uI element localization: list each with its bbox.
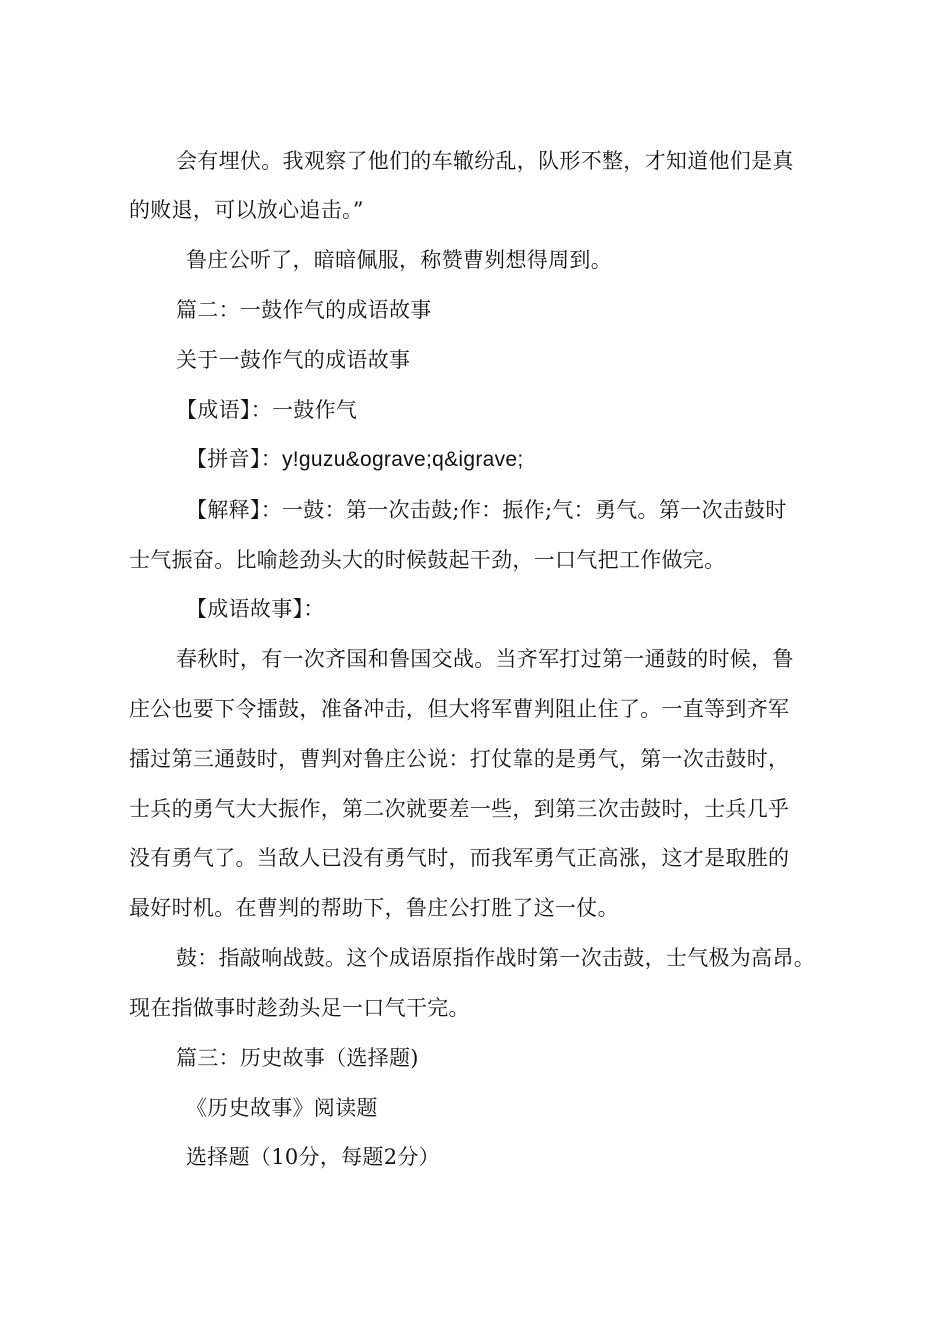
section-heading-2: 篇二：一鼓作气的成语故事	[176, 298, 432, 322]
story-line-6: 最好时机。在曹判的帮助下，鲁庄公打胜了这一仗。	[129, 896, 619, 920]
idiom-label: 【成语】：一鼓作气	[176, 398, 358, 422]
story-line-2: 庄公也要下令擂鼓，准备冲击，但大将军曹判阻止住了。一直等到齐军	[129, 697, 790, 721]
pinyin-label: 【拼音】：y!guzu&ograve;q&igrave;	[186, 448, 524, 471]
paragraph-line-1: 会有埋伏。我观察了他们的车辙纷乱，队形不整，才知道他们是真	[176, 149, 794, 173]
story-line-1: 春秋时，有一次齐国和鲁国交战。当齐军打过第一通鼓的时候，鲁	[176, 647, 794, 671]
section-heading-3: 篇三：历史故事（选择题)	[176, 1046, 419, 1070]
reading-title: 《历史故事》阅读题	[186, 1096, 378, 1120]
choice-heading: 选择题（10分，每题2分）	[186, 1145, 440, 1169]
explanation-line-2: 士气振奋。比喻趁劲头大的时候鼓起干劲，一口气把工作做完。	[129, 548, 726, 572]
article-title: 关于一鼓作气的成语故事	[176, 348, 411, 372]
explanation-line-1: 【解释】：一鼓：第一次击鼓;作：振作;气：勇气。第一次击鼓时	[186, 498, 787, 522]
paragraph-line-2: 的败退，可以放心追击。”	[129, 198, 364, 222]
story-line-5: 没有勇气了。当敌人已没有勇气时，而我军勇气正高涨，这才是取胜的	[129, 846, 790, 870]
story-label: 【成语故事】：	[186, 597, 325, 621]
story-line-4: 士兵的勇气大大振作，第二次就要差一些，到第三次击鼓时，士兵几乎	[129, 797, 790, 821]
note-line-1: 鼓：指敲响战鼓。这个成语原指作战时第一次击鼓，士气极为高昂。	[176, 946, 815, 970]
paragraph-line-3: 鲁庄公听了，暗暗佩服，称赞曹刿想得周到。	[186, 248, 612, 272]
note-line-2: 现在指做事时趁劲头足一口气干完。	[129, 996, 470, 1020]
story-line-3: 擂过第三通鼓时，曹判对鲁庄公说：打仗靠的是勇气，第一次击鼓时，	[129, 747, 790, 771]
